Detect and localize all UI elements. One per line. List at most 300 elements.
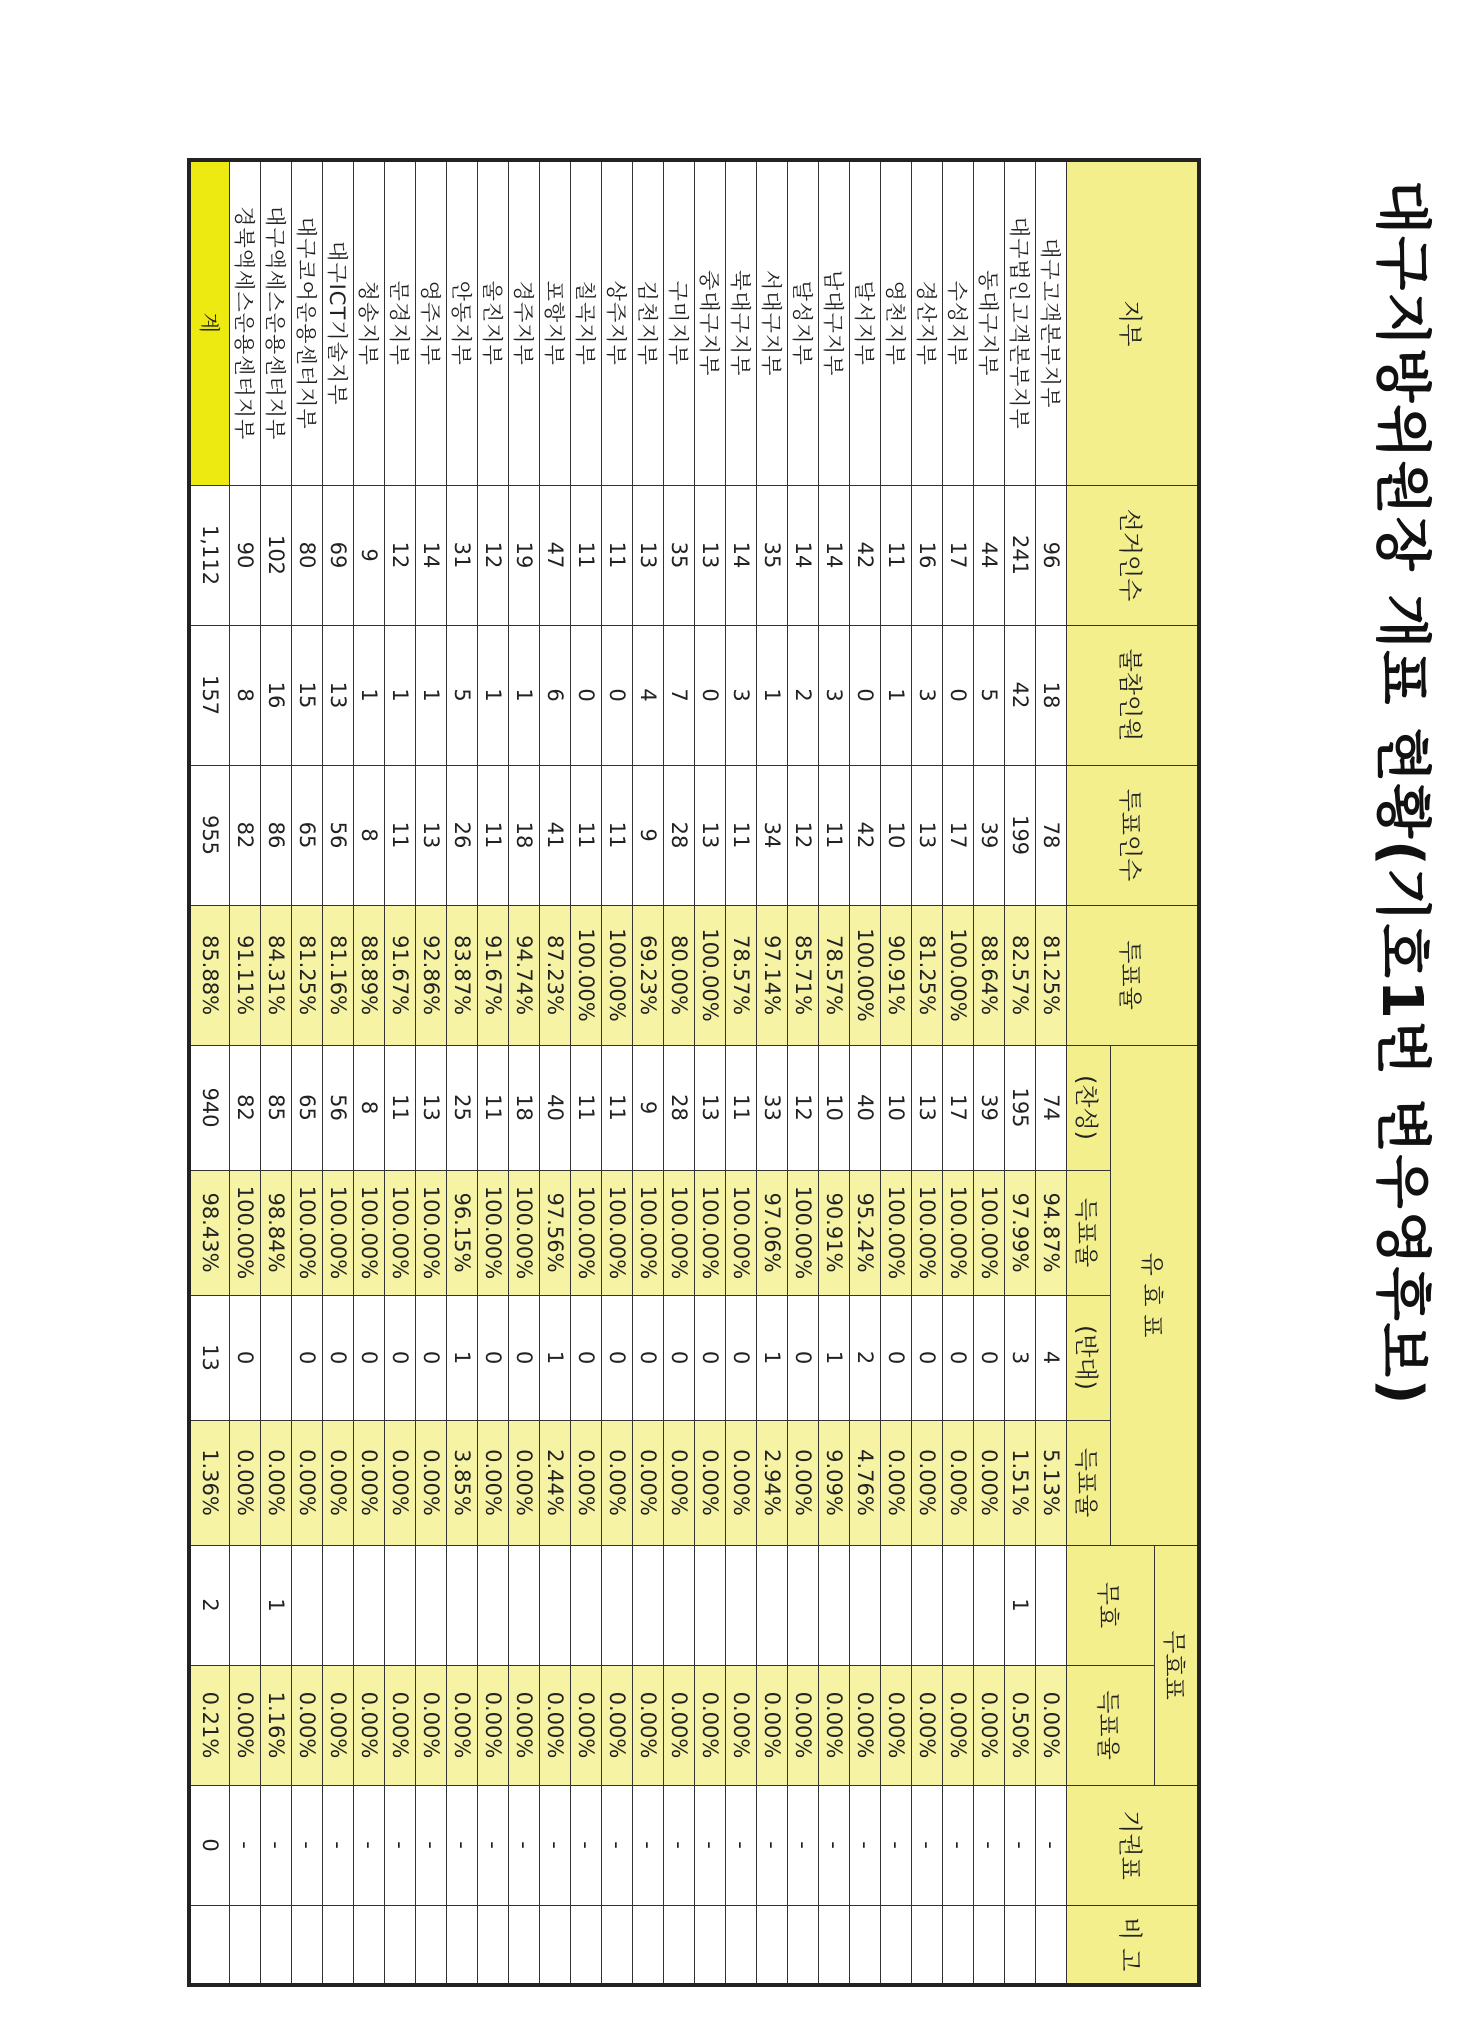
cell-absentees: 5 [447,625,478,765]
cell-yes: 33 [757,1045,788,1170]
cell-abstain: - [726,1785,757,1905]
cell-turnout: 100.00% [695,905,726,1045]
table-body [189,160,1067,1985]
cell-branch: 울진지부 [478,160,509,485]
header-electors: 선거인수 [1067,485,1199,625]
cell-invalid-rate: 0.00% [912,1665,943,1785]
cell-branch: 영천지부 [881,160,912,485]
table-row [416,160,447,1985]
cell-note [974,1905,1005,1985]
cell-yes: 82 [230,1045,261,1170]
cell-no: 0 [478,1295,509,1420]
cell-no [261,1295,292,1420]
cell-no-rate: 0.00% [633,1420,664,1545]
cell-yes: 28 [664,1045,695,1170]
cell-branch: 경북액세스운용센터지부 [230,160,261,485]
cell-abstain: - [633,1785,664,1905]
cell-yes-rate: 100.00% [788,1170,819,1295]
cell-abstain: - [912,1785,943,1905]
cell-invalid-rate: 0.00% [1036,1665,1067,1785]
cell-absentees: 5 [974,625,1005,765]
cell-yes-rate: 100.00% [695,1170,726,1295]
cell-no-rate: 2.44% [540,1420,571,1545]
table-row [571,160,602,1985]
cell-electors: 241 [1005,485,1036,625]
cell-abstain: - [354,1785,385,1905]
cell-no: 0 [726,1295,757,1420]
cell-no: 0 [230,1295,261,1420]
cell-electors: 16 [912,485,943,625]
cell-abstain: - [230,1785,261,1905]
cell-yes-rate: 95.24% [850,1170,881,1295]
cell-turnout: 81.25% [912,905,943,1045]
cell-invalid-rate: 0.00% [385,1665,416,1785]
cell-turnout: 90.91% [881,905,912,1045]
cell-invalid-rate: 0.00% [230,1665,261,1785]
cell-no-rate: 0.00% [788,1420,819,1545]
cell-absentees: 1 [509,625,540,765]
cell-invalid [788,1545,819,1665]
cell-no: 0 [912,1295,943,1420]
cell-turnout: 81.25% [1036,905,1067,1045]
cell-no-rate: 0.00% [881,1420,912,1545]
cell-note [261,1905,292,1985]
cell-note [664,1905,695,1985]
cell-turnout: 78.57% [726,905,757,1045]
cell-invalid-rate: 0.00% [416,1665,447,1785]
cell-electors: 11 [602,485,633,625]
cell-abstain: - [292,1785,323,1905]
cell-no: 1 [540,1295,571,1420]
cell-yes: 13 [695,1045,726,1170]
cell-yes: 25 [447,1045,478,1170]
cell-no-rate: 0.00% [943,1420,974,1545]
cell-no: 0 [633,1295,664,1420]
cell-abstain: - [757,1785,788,1905]
cell-yes-rate: 94.87% [1036,1170,1067,1295]
header-no-rate: 득표율 [1067,1420,1111,1545]
cell-abstain: - [850,1785,881,1905]
cell-yes: 39 [974,1045,1005,1170]
table-row [261,160,292,1985]
cell-voters: 13 [416,765,447,905]
table-row [602,160,633,1985]
cell-note [912,1905,943,1985]
cell-no: 0 [695,1295,726,1420]
cell-voters: 78 [1036,765,1067,905]
cell-voters: 8 [354,765,385,905]
cell-voters: 13 [912,765,943,905]
cell-electors: 11 [571,485,602,625]
cell-no: 0 [509,1295,540,1420]
cell-no-rate: 0.00% [912,1420,943,1545]
cell-abstain: - [416,1785,447,1905]
cell-invalid-rate: 0.00% [726,1665,757,1785]
cell-voters: 65 [292,765,323,905]
cell-no: 0 [571,1295,602,1420]
table-row [664,160,695,1985]
cell-branch: 구미지부 [664,160,695,485]
cell-absentees: 1 [416,625,447,765]
cell-invalid-rate: 0.00% [819,1665,850,1785]
header-note: 비 고 [1067,1905,1199,1985]
total-row [189,160,230,1985]
cell-absentees: 3 [819,625,850,765]
cell-branch: 영주지부 [416,160,447,485]
cell-note [695,1905,726,1985]
cell-invalid: 1 [261,1545,292,1665]
cell-invalid-rate: 0.00% [633,1665,664,1785]
cell-abstain: - [1005,1785,1036,1905]
cell-no-rate: 0.00% [478,1420,509,1545]
cell-branch: 문경지부 [385,160,416,485]
cell-branch: 칠곡지부 [571,160,602,485]
cell-branch: 서대구지부 [757,160,788,485]
table-row [230,160,261,1985]
cell-branch: 김천지부 [633,160,664,485]
cell-note [881,1905,912,1985]
cell-invalid [385,1545,416,1665]
cell-invalid [540,1545,571,1665]
cell-voters: 26 [447,765,478,905]
cell-yes-rate: 100.00% [323,1170,354,1295]
cell-yes: 9 [633,1045,664,1170]
cell-abstain: - [447,1785,478,1905]
cell-note [230,1905,261,1985]
cell-note [292,1905,323,1985]
cell-yes: 11 [571,1045,602,1170]
cell-note [850,1905,881,1985]
cell-turnout: 69.23% [633,905,664,1045]
table-row [726,160,757,1985]
cell-no-rate: 2.94% [757,1420,788,1545]
cell-absentees: 13 [323,625,354,765]
cell-no-rate: 0.00% [261,1420,292,1545]
cell-no-rate: 4.76% [850,1420,881,1545]
table-row [788,160,819,1985]
cell-invalid [664,1545,695,1665]
cell-absentees: 16 [261,625,292,765]
cell-invalid-rate: 0.00% [540,1665,571,1785]
cell-abstain: - [695,1785,726,1905]
cell-abstain: - [540,1785,571,1905]
table-row [540,160,571,1985]
cell-yes-rate: 100.00% [292,1170,323,1295]
table-row [633,160,664,1985]
cell-yes-rate: 100.00% [509,1170,540,1295]
cell-invalid [478,1545,509,1665]
cell-no: 0 [354,1295,385,1420]
cell-voters: 18 [509,765,540,905]
cell-no-rate: 0.00% [323,1420,354,1545]
table-row [695,160,726,1985]
cell-voters: 17 [943,765,974,905]
cell-yes: 8 [354,1045,385,1170]
cell-no-rate: 5.13% [1036,1420,1067,1545]
cell-invalid-rate: 0.00% [602,1665,633,1785]
cell-absentees: 8 [230,625,261,765]
cell-turnout: 88.64% [974,905,1005,1045]
cell-absentees: 2 [788,625,819,765]
cell-no: 0 [974,1295,1005,1420]
cell-yes-rate: 97.99% [1005,1170,1036,1295]
cell-voters: 11 [385,765,416,905]
cell-electors: 35 [757,485,788,625]
cell-invalid [633,1545,664,1665]
table-row [354,160,385,1985]
cell-yes-rate: 100.00% [416,1170,447,1295]
table-row [974,160,1005,1985]
cell-note [788,1905,819,1985]
cell-branch: 수성지부 [943,160,974,485]
cell-no-rate: 0.00% [385,1420,416,1545]
cell-invalid-rate: 0.00% [788,1665,819,1785]
cell-note [602,1905,633,1985]
table-row [881,160,912,1985]
cell-no-rate: 0.00% [509,1420,540,1545]
cell-invalid [447,1545,478,1665]
cell-yes-rate: 100.00% [912,1170,943,1295]
cell-no: 0 [602,1295,633,1420]
cell-yes: 18 [509,1045,540,1170]
table-row [850,160,881,1985]
cell-branch: 남대구지부 [819,160,850,485]
cell-electors: 44 [974,485,1005,625]
cell-invalid-rate: 0.00% [354,1665,385,1785]
cell-abstain: - [478,1785,509,1905]
cell-electors: 14 [416,485,447,625]
cell-note [819,1905,850,1985]
cell-yes: 40 [850,1045,881,1170]
cell-invalid-rate: 0.00% [757,1665,788,1785]
cell-electors: 9 [354,485,385,625]
cell-electors: 102 [261,485,292,625]
cell-abstain: - [323,1785,354,1905]
cell-abstain: - [943,1785,974,1905]
cell-turnout: 100.00% [602,905,633,1045]
cell-invalid [974,1545,1005,1665]
header-invalid-group: 무효표 [1155,1545,1199,1785]
cell-electors: 19 [509,485,540,625]
cell-note [726,1905,757,1985]
cell-absentees: 0 [850,625,881,765]
cell-branch: 중대구지부 [695,160,726,485]
cell-no: 0 [664,1295,695,1420]
cell-abstain: - [571,1785,602,1905]
cell-yes: 12 [788,1045,819,1170]
cell-no-rate: 0.00% [602,1420,633,1545]
cell-note [354,1905,385,1985]
cell-invalid [602,1545,633,1665]
cell-branch: 계 [189,160,230,485]
cell-voters: 82 [230,765,261,905]
cell-invalid-rate: 0.00% [664,1665,695,1785]
cell-no-rate: 9.09% [819,1420,850,1545]
cell-abstain: - [385,1785,416,1905]
header-abstain: 기권표 [1067,1785,1199,1905]
cell-yes-rate: 100.00% [571,1170,602,1295]
cell-abstain: - [881,1785,912,1905]
cell-branch: 대구액세스운용센터지부 [261,160,292,485]
cell-yes-rate: 100.00% [943,1170,974,1295]
cell-turnout: 85.88% [189,905,230,1045]
cell-branch: 달성지부 [788,160,819,485]
cell-branch: 안동지부 [447,160,478,485]
cell-voters: 11 [571,765,602,905]
cell-no: 2 [850,1295,881,1420]
cell-absentees: 3 [726,625,757,765]
cell-absentees: 1 [757,625,788,765]
cell-turnout: 81.25% [292,905,323,1045]
cell-electors: 12 [478,485,509,625]
cell-invalid [1036,1545,1067,1665]
cell-absentees: 157 [189,625,230,765]
cell-yes-rate: 100.00% [633,1170,664,1295]
cell-electors: 1,112 [189,485,230,625]
header-no: (반대) [1067,1295,1111,1420]
cell-abstain: - [788,1785,819,1905]
header-invalid: 무효 [1067,1545,1155,1665]
cell-electors: 13 [695,485,726,625]
cell-electors: 17 [943,485,974,625]
cell-absentees: 1 [881,625,912,765]
cell-abstain: 0 [189,1785,230,1905]
cell-yes-rate: 100.00% [974,1170,1005,1295]
cell-abstain: - [1036,1785,1067,1905]
cell-invalid [292,1545,323,1665]
cell-electors: 12 [385,485,416,625]
cell-voters: 11 [602,765,633,905]
table-row [478,160,509,1985]
cell-turnout: 78.57% [819,905,850,1045]
cell-voters: 9 [633,765,664,905]
cell-voters: 955 [189,765,230,905]
cell-invalid-rate: 0.00% [881,1665,912,1785]
cell-yes-rate: 100.00% [881,1170,912,1295]
cell-voters: 86 [261,765,292,905]
cell-yes: 11 [385,1045,416,1170]
cell-branch: 대구코어운용센터지부 [292,160,323,485]
cell-electors: 96 [1036,485,1067,625]
table-row [757,160,788,1985]
cell-voters: 56 [323,765,354,905]
cell-invalid [416,1545,447,1665]
header-yes-rate: 득표율 [1067,1170,1111,1295]
cell-absentees: 4 [633,625,664,765]
cell-electors: 47 [540,485,571,625]
cell-no: 4 [1036,1295,1067,1420]
cell-voters: 13 [695,765,726,905]
cell-voters: 41 [540,765,571,905]
cell-absentees: 1 [385,625,416,765]
cell-turnout: 100.00% [943,905,974,1045]
cell-invalid [726,1545,757,1665]
cell-yes-rate: 97.56% [540,1170,571,1295]
cell-no-rate: 0.00% [230,1420,261,1545]
cell-branch: 상주지부 [602,160,633,485]
cell-invalid [323,1545,354,1665]
cell-branch: 경주지부 [509,160,540,485]
cell-turnout: 80.00% [664,905,695,1045]
cell-turnout: 91.11% [230,905,261,1045]
cell-branch: 동대구지부 [974,160,1005,485]
cell-electors: 14 [819,485,850,625]
table-row [912,160,943,1985]
cell-yes: 11 [726,1045,757,1170]
cell-no-rate: 0.00% [571,1420,602,1545]
table-row [323,160,354,1985]
header-yes: (찬성) [1067,1045,1111,1170]
cell-no-rate: 0.00% [664,1420,695,1545]
table-row [819,160,850,1985]
cell-yes: 10 [819,1045,850,1170]
cell-voters: 39 [974,765,1005,905]
cell-invalid-rate: 0.50% [1005,1665,1036,1785]
cell-turnout: 88.89% [354,905,385,1045]
cell-voters: 42 [850,765,881,905]
cell-no-rate: 1.51% [1005,1420,1036,1545]
cell-yes-rate: 100.00% [726,1170,757,1295]
table-row [292,160,323,1985]
cell-branch: 포항지부 [540,160,571,485]
cell-yes-rate: 100.00% [385,1170,416,1295]
header-branch: 지부 [1067,160,1199,485]
cell-invalid [354,1545,385,1665]
cell-invalid-rate: 0.00% [323,1665,354,1785]
cell-branch: 달서지부 [850,160,881,485]
cell-abstain: - [974,1785,1005,1905]
cell-turnout: 83.87% [447,905,478,1045]
cell-abstain: - [602,1785,633,1905]
cell-electors: 31 [447,485,478,625]
cell-no: 0 [881,1295,912,1420]
header-absentees: 불참인원 [1067,625,1199,765]
cell-absentees: 1 [478,625,509,765]
cell-invalid-rate: 0.00% [943,1665,974,1785]
cell-absentees: 0 [602,625,633,765]
cell-invalid-rate: 0.00% [478,1665,509,1785]
cell-abstain: - [261,1785,292,1905]
cell-electors: 80 [292,485,323,625]
cell-abstain: - [664,1785,695,1905]
cell-no-rate: 0.00% [974,1420,1005,1545]
cell-no: 0 [323,1295,354,1420]
cell-voters: 11 [726,765,757,905]
cell-turnout: 91.67% [385,905,416,1045]
cell-no: 1 [819,1295,850,1420]
cell-invalid [850,1545,881,1665]
cell-yes: 40 [540,1045,571,1170]
cell-note [478,1905,509,1985]
cell-note [509,1905,540,1985]
cell-electors: 14 [726,485,757,625]
cell-note [385,1905,416,1985]
cell-abstain: - [819,1785,850,1905]
cell-invalid [912,1545,943,1665]
cell-note [416,1905,447,1985]
cell-no-rate: 0.00% [416,1420,447,1545]
cell-note [447,1905,478,1985]
cell-no: 0 [943,1295,974,1420]
cell-note [633,1905,664,1985]
cell-voters: 28 [664,765,695,905]
cell-yes-rate: 100.00% [354,1170,385,1295]
cell-electors: 90 [230,485,261,625]
cell-no: 1 [447,1295,478,1420]
cell-voters: 11 [819,765,850,905]
cell-no-rate: 0.00% [354,1420,385,1545]
cell-yes: 195 [1005,1045,1036,1170]
